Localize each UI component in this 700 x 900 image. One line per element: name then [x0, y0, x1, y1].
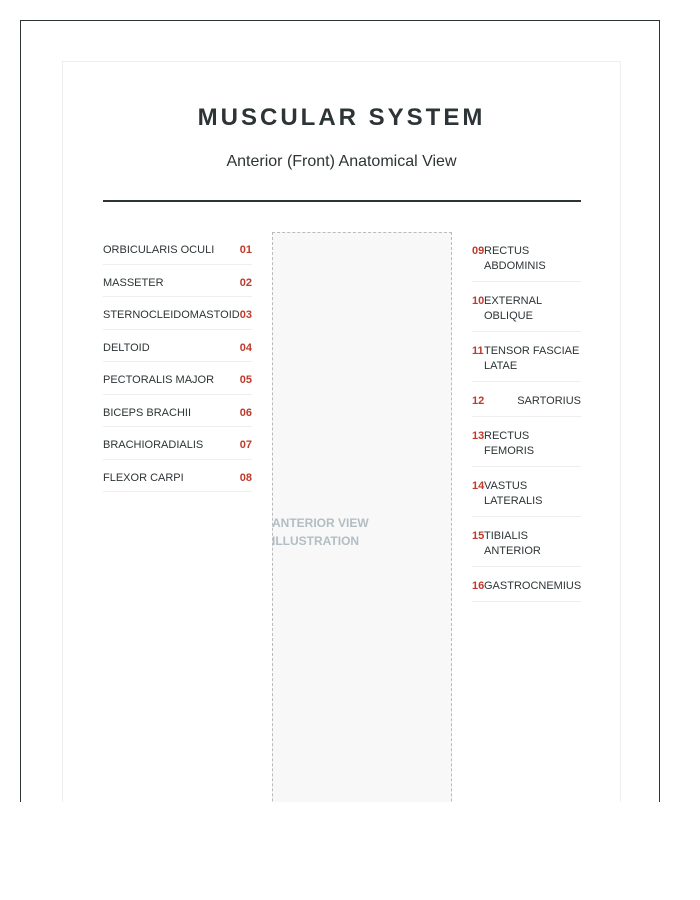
muscle-number: 05: [239, 374, 252, 386]
caption-line: ILLUSTRATION: [272, 534, 360, 548]
muscle-label: DELTOID: [103, 341, 150, 354]
diagram-card: [62, 61, 621, 802]
muscle-item: [103, 297, 252, 330]
muscle-number: 09: [472, 245, 485, 257]
muscle-number: 15: [472, 530, 485, 542]
muscle-item: [472, 467, 581, 517]
muscle-item: [103, 330, 252, 363]
muscle-label: PECTORALIS MAJOR: [103, 374, 215, 386]
title-divider: [103, 200, 581, 202]
muscle-label: MASSETER: [103, 276, 164, 289]
muscle-item: [472, 382, 581, 417]
muscle-item: [103, 362, 252, 395]
muscle-number: 03: [239, 309, 252, 321]
muscle-item: [103, 395, 252, 428]
outer-frame: [20, 20, 660, 802]
muscle-number: 14: [472, 480, 485, 492]
muscle-number: 13: [472, 430, 485, 442]
muscle-label: STERNOCLEIDOMASTOID: [103, 309, 240, 321]
muscle-item: [103, 232, 252, 265]
illustration-caption: [272, 514, 392, 550]
muscle-number: 12: [472, 395, 485, 407]
muscle-label: RECTUS FEMORIS: [484, 430, 535, 457]
muscle-number: 10: [472, 295, 485, 307]
muscle-number: 16: [472, 580, 485, 592]
left-muscle-list: [103, 232, 252, 492]
muscle-item: [472, 232, 581, 282]
muscle-label: SARTORIUS: [517, 395, 581, 407]
anterior-illustration-placeholder: [272, 232, 452, 802]
muscle-label: VASTUS LATERALIS: [484, 480, 543, 507]
muscle-label: BRACHIORADIALIS: [103, 439, 204, 451]
muscle-label: TIBIALIS ANTERIOR: [484, 530, 541, 557]
muscle-number: 01: [239, 244, 252, 256]
muscle-number: 08: [239, 471, 252, 484]
muscle-item: [472, 332, 581, 382]
muscle-number: 02: [239, 276, 252, 289]
muscle-label: BICEPS BRACHII: [103, 406, 192, 419]
muscle-item: [472, 517, 581, 567]
right-muscle-list: [472, 232, 581, 602]
muscle-label: ORBICULARIS OCULI: [103, 244, 215, 256]
muscle-item: [472, 417, 581, 467]
muscle-number: 07: [239, 439, 252, 451]
muscle-label: GASTROCNEMIUS: [484, 580, 582, 592]
muscle-number: 06: [239, 406, 252, 419]
muscle-label: FLEXOR CARPI: [103, 471, 184, 484]
page-subtitle: Anterior (Front) Anatomical View: [226, 153, 457, 170]
muscle-item: [472, 282, 581, 332]
muscle-number: 11: [472, 345, 484, 357]
muscle-item: [103, 265, 252, 298]
muscle-label: EXTERNAL OBLIQUE: [484, 295, 542, 322]
page-title: MUSCULAR SYSTEM: [197, 104, 486, 131]
muscle-label: RECTUS ABDOMINIS: [484, 245, 546, 272]
muscle-item: [103, 460, 252, 493]
caption-line: ANTERIOR VIEW: [272, 516, 369, 530]
muscle-label: TENSOR FASCIAE LATAE: [484, 345, 580, 372]
muscle-item: [472, 567, 581, 602]
muscle-item: [103, 427, 252, 460]
muscle-number: 04: [239, 341, 252, 354]
